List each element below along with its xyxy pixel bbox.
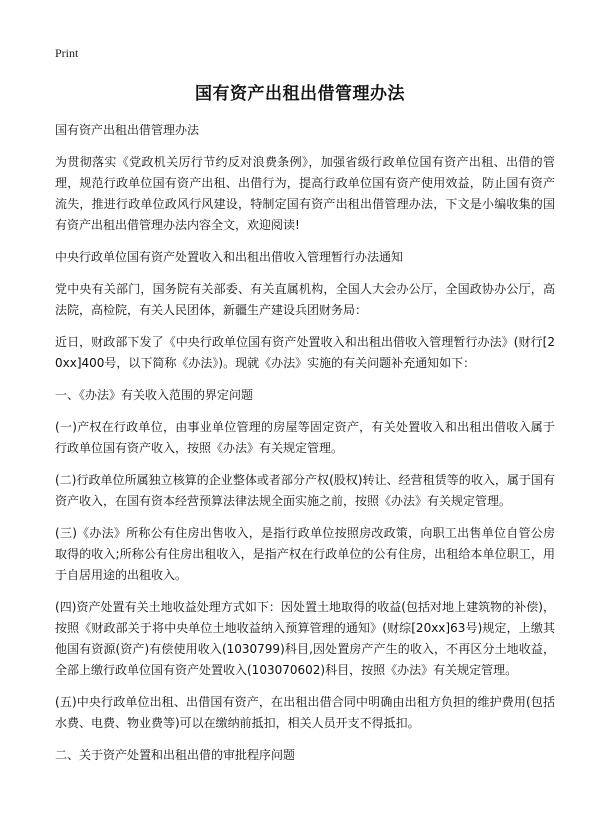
subtitle-paragraph: 国有资产出租出借管理办法 (55, 123, 200, 137)
addressee-paragraph: 党中央有关部门，国务院有关部委、有关直属机构，全国人大会办公厅，全国政协办公厅，高法院，高检院，有关人民团体，新疆生产建设兵团财务局： (55, 282, 555, 317)
section-heading-1: 一、《办法》有关收入范围的界定问题 (55, 388, 254, 402)
print-label: Print (55, 46, 79, 60)
intro-paragraph: 为贯彻落实《党政机关厉行节约反对浪费条例》，加强省级行政单位国有资产出租、出借的管理，规范行政单位国有资产出租、出借行为，提高行政单位国有资产使用效益，防止国有资产流失，推进行政单位政风行风建设，特制定国有资产出租出借管理办法，下文是小编收集的国有资产出租出借管理办法内容全文，欢迎阅读! (55, 155, 555, 232)
clause-paragraph-1: (一)产权在行政单位，由事业单位管理的房屋等固定资产，有关处置收入和出租出借收入属于行政单位国有资产收入，按照《办法》有关规定管理。 (55, 420, 555, 455)
notice-paragraph: 近日，财政部下发了《中央行政单位国有资产处置收入和出租出借收入管理暂行办法》(财行[20xx]400号，以下简称《办法》)。现就《办法》实施的有关问题补充通知如下： (55, 335, 555, 370)
page-title: 国有资产出租出借管理办法 (195, 84, 405, 104)
clause-paragraph-4: (四)资产处置有关土地收益处理方式如下：因处置土地取得的收益(包括对地上建筑物的补偿)，按照《财政部关于将中央单位土地收益纳入预算管理的通知》(财综[20xx]63号)规定，上缴其他国有资源(资产)有偿使用收入(1030799)科目,因处置房产产生的收入，不再区分土地收益，全部上缴行政单位国有资产处置收入(103070602)科目，按照《办法》有关规定管理。 (55, 600, 555, 677)
clause-paragraph-5: (五)中央行政单位出租、出借国有资产，在出租出借合同中明确由出租方负担的维护费用(包括水费、电费、物业费等)可以在缴纳前抵扣，相关人员开支不得抵扣。 (55, 695, 555, 730)
document-body (55, 120, 555, 777)
section-heading-2: 二、关于资产处置和出租出借的审批程序问题 (55, 748, 296, 762)
clause-paragraph-2: (二)行政单位所属独立核算的企业整体或者部分产权(股权)转让、经营租赁等的收入，属于国有资产收入，在国有资本经营预算法律法规全面实施之前，按照《办法》有关规定管理。 (55, 473, 555, 508)
notice-heading: 中央行政单位国有资产处置收入和出租出借收入管理暂行办法通知 (55, 250, 404, 264)
clause-paragraph-3: (三)《办法》所称公有住房出售收入，是指行政单位按照房改政策，向职工出售单位自管公房取得的收入;所称公有住房出租收入，是指产权在行政单位的公有住房，出租给本单位职工，用于自居用途的出租收入。 (55, 526, 555, 582)
